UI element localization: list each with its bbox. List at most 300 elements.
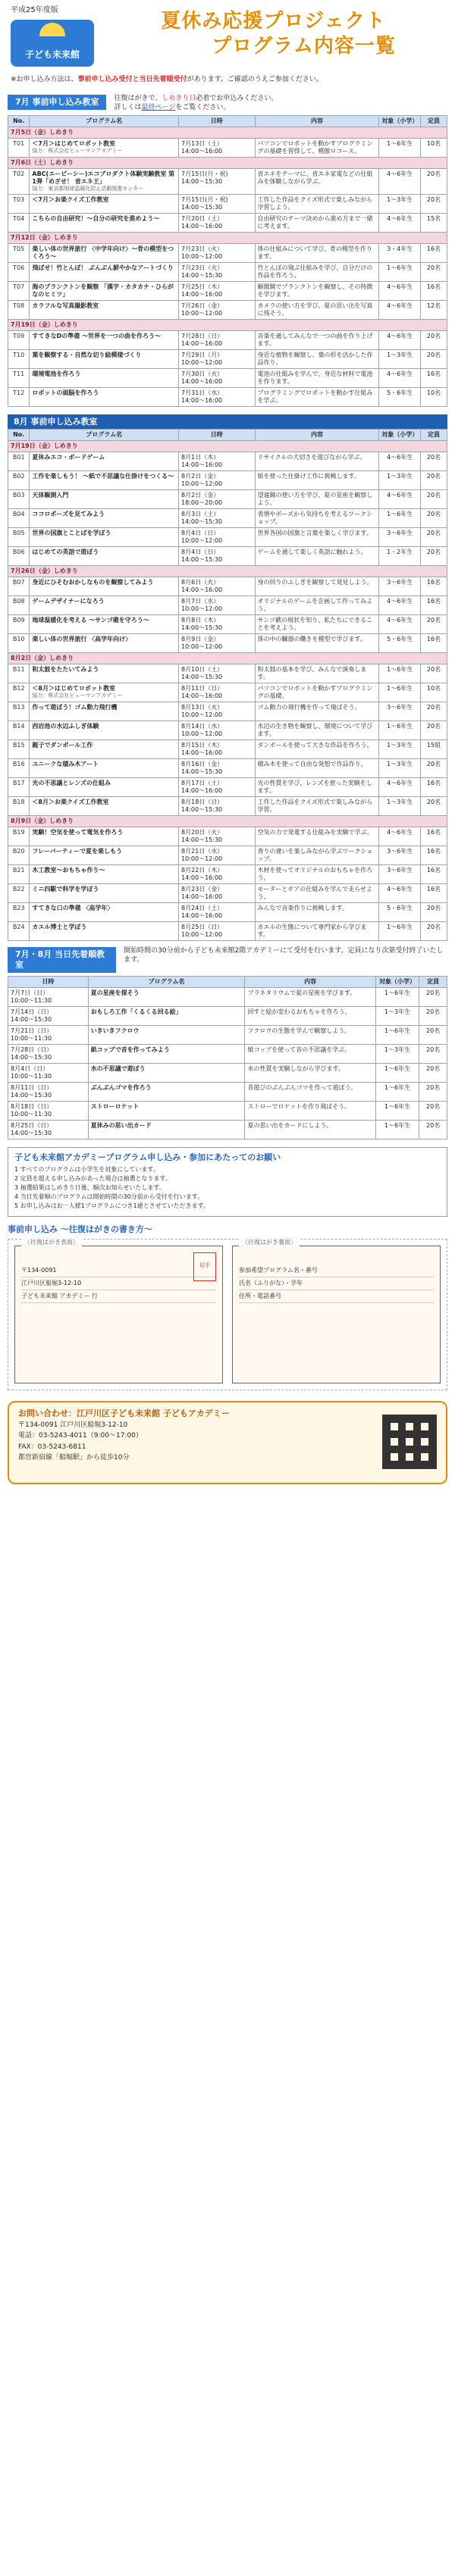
- program-content: 光の性質を学び、レンズを使った実験をします。: [255, 778, 379, 797]
- program-number: B10: [8, 634, 30, 653]
- program-number: B14: [8, 721, 30, 740]
- program-number: B19: [8, 827, 30, 846]
- postcard-line: 江戸川区船堀3-12-10: [21, 1277, 216, 1290]
- program-capacity: 20名: [421, 922, 447, 941]
- postcard-front-label: 〈往復はがき表面〉: [21, 1239, 82, 1246]
- note-item: 3 抽選結果はしめきり日後、順次お知らせいたします。: [14, 1183, 165, 1191]
- program-target: 1〜3年生: [379, 759, 421, 778]
- section-sameday-title: 7月・8月 当日先着順教室: [8, 947, 116, 973]
- program-target: 1〜6年生: [379, 138, 421, 157]
- column-header-target: 対象（小学）: [379, 115, 421, 127]
- notes-title: 子ども未来館アカデミープログラム申し込み・参加にあたってのお願い: [14, 1152, 281, 1162]
- program-number: B05: [8, 528, 30, 547]
- sun-icon: [39, 23, 65, 36]
- deadline-row: [8, 653, 447, 664]
- column-header-capacity: 定員: [421, 430, 447, 441]
- table-row[interactable]: [8, 615, 447, 634]
- program-number: B12: [8, 683, 30, 702]
- program-number: B20: [8, 846, 30, 865]
- program-name-cell: [30, 262, 179, 281]
- program-name: 葉を観察する・自然な切り絵模様づくり: [32, 351, 142, 358]
- program-capacity: 12名: [421, 300, 447, 319]
- table-row[interactable]: [8, 922, 447, 941]
- program-content: みんなで音楽作りに挑戦します。: [255, 903, 379, 922]
- deadline-label: 7月5日（金）しめきり: [8, 127, 447, 138]
- program-content: ゴム動力の飛行機を作って飛ばそう。: [255, 702, 379, 721]
- program-number: T02: [8, 168, 30, 194]
- deadline-row: [8, 157, 447, 168]
- program-name: ぶんぶんゴマを作ろう: [88, 1082, 245, 1101]
- program-name: いきいきフクロウ: [88, 1025, 245, 1044]
- program-name-cell: [30, 721, 179, 740]
- program-capacity: 20名: [419, 1025, 447, 1044]
- contact-tel: 電話：03-5243-4011（9:00〜17:00）: [18, 1432, 143, 1440]
- program-capacity: 15組: [421, 740, 447, 759]
- program-content: プログラミングでロボットを動かす仕組みを学ぶ。: [255, 387, 379, 406]
- program-target: 4〜6年生: [379, 330, 421, 349]
- program-date: 8月15日（木） 14:00〜16:00: [179, 740, 256, 759]
- column-header-target: 対象（小学）: [375, 976, 419, 987]
- program-name-cell: [30, 138, 179, 157]
- program-name: 和太鼓をたたいてみよう: [32, 666, 99, 674]
- program-content: オリジナルのゲームを企画して作ってみよう。: [255, 596, 379, 615]
- program-date: 8月8日（木） 14:00〜15:30: [179, 615, 256, 634]
- program-content: カメラの使い方を学び、夏の思い出を写真に残そう。: [255, 300, 379, 319]
- program-name-cell: [30, 509, 179, 528]
- table-july: [8, 115, 447, 407]
- deadline-row: [8, 441, 447, 452]
- program-name-cell: [30, 865, 179, 884]
- program-number: B13: [8, 702, 30, 721]
- program-capacity: 20名: [421, 349, 447, 368]
- program-name: 世界の国旗とことばを学ぼう: [32, 530, 111, 537]
- table-row[interactable]: [8, 300, 447, 319]
- column-header-content: 内容: [255, 115, 379, 127]
- program-content: 音楽を通してみんなで一つの曲を作り上げます。: [255, 330, 379, 349]
- column-header-name: プログラム名: [30, 115, 179, 127]
- program-name-cell: [30, 596, 179, 615]
- table-row[interactable]: [8, 490, 447, 509]
- table-row[interactable]: [8, 740, 447, 759]
- program-content: ゲームを通して楽しく英語に触れよう。: [255, 547, 379, 566]
- program-target: 1〜6年生: [375, 1025, 419, 1044]
- table-row[interactable]: [8, 1082, 447, 1101]
- program-target: 1〜6年生: [379, 922, 421, 941]
- program-name: ココロポーズを見てみよう: [32, 511, 105, 518]
- program-capacity: 16名: [421, 596, 447, 615]
- table-row[interactable]: [8, 452, 447, 471]
- program-number: T04: [8, 213, 30, 232]
- program-content: リサイクルの大切さを遊びながら学ぶ。: [255, 452, 379, 471]
- program-target: 1〜3年生: [379, 740, 421, 759]
- program-date: 8月24日（土） 14:00〜16:00: [179, 903, 256, 922]
- contact-title: お問い合わせ：江戸川区子ども未来館 子どもアカデミー: [18, 1408, 230, 1419]
- program-capacity: 20名: [419, 1082, 447, 1101]
- note-item: 5 お申し込みはお一人様1プログラムにつき1通とさせていただきます。: [14, 1202, 209, 1209]
- program-number: B24: [8, 922, 30, 941]
- program-capacity: 10名: [421, 387, 447, 406]
- program-capacity: 20名: [419, 1063, 447, 1082]
- program-date: 8月16日（金） 14:00〜15:30: [179, 759, 256, 778]
- column-header-no: No.: [8, 430, 30, 441]
- program-date: 7月7日（日） 10:00〜11:30: [8, 987, 89, 1006]
- program-capacity: 20名: [419, 1120, 447, 1139]
- column-header-content: 内容: [255, 430, 379, 441]
- program-date: 8月17日（土） 14:00〜16:00: [179, 778, 256, 797]
- program-name: 夏休みの思い出カード: [88, 1120, 245, 1139]
- table-header-row: [8, 976, 447, 987]
- program-capacity: 16名: [421, 778, 447, 797]
- program-capacity: 15名: [421, 213, 447, 232]
- program-number: T05: [8, 243, 30, 262]
- program-name: ＜7月＞お楽クイズ工作教室: [32, 195, 109, 203]
- intro-highlight: 事前申し込み受付と当日先着順受付: [77, 76, 187, 83]
- contact-access: 都営新宿線「船堀駅」から徒歩10分: [18, 1453, 130, 1462]
- program-name: ストローロケット: [88, 1101, 245, 1120]
- table-row[interactable]: [8, 827, 447, 846]
- table-row[interactable]: [8, 797, 447, 816]
- program-content: サンゴ礁の現状を知り、私たちにできることを考えよう。: [255, 615, 379, 634]
- postcard-line: 〒134-0091: [21, 1265, 216, 1277]
- program-name-cell: [30, 490, 179, 509]
- table-row[interactable]: [8, 987, 447, 1006]
- program-capacity: 20名: [421, 759, 447, 778]
- stamp-icon: 切手: [193, 1252, 216, 1281]
- program-content: 工作した作品をクイズ形式で楽しみながら学習。: [255, 797, 379, 816]
- program-date: 8月23日（金） 14:00〜16:00: [179, 884, 256, 903]
- page-title-line1: 夏休み応援プロジェクト: [161, 10, 386, 33]
- program-name: ミニ四駆で科学を学ぼう: [32, 886, 99, 893]
- program-date: 8月4日（日） 14:00〜15:30: [179, 547, 256, 566]
- table-row[interactable]: [8, 865, 447, 884]
- program-number: B02: [8, 471, 30, 490]
- program-number: B22: [8, 884, 30, 903]
- table-row[interactable]: [8, 759, 447, 778]
- program-number: T10: [8, 349, 30, 368]
- deadline-row: [8, 566, 447, 577]
- table-row[interactable]: [8, 262, 447, 281]
- program-name-cell: [30, 349, 179, 368]
- program-target: 1〜3年生: [379, 194, 421, 213]
- table-row[interactable]: [8, 194, 447, 213]
- table-row[interactable]: [8, 664, 447, 683]
- program-target: 5・6年生: [379, 387, 421, 406]
- program-date: 8月14日（水） 10:00〜12:00: [179, 721, 256, 740]
- program-name-cell: [30, 827, 179, 846]
- program-name-cell: [30, 702, 179, 721]
- program-number: B01: [8, 452, 30, 471]
- header: [8, 6, 447, 74]
- program-name: はじめての英語で遊ぼう: [32, 549, 99, 556]
- column-header-capacity: 定員: [419, 976, 447, 987]
- program-name: ゲームデザイナーになろう: [32, 598, 105, 605]
- table-row[interactable]: [8, 1063, 447, 1082]
- program-number: B17: [8, 778, 30, 797]
- program-name-cell: [30, 300, 179, 319]
- table-row[interactable]: [8, 213, 447, 232]
- intro-text-2: があります。ご確認のうえご参加ください。: [187, 76, 323, 83]
- program-content: 体の仕組みについて学び、骨の模型を作ります。: [255, 243, 379, 262]
- program-date: 7月28日（日） 14:00〜15:30: [8, 1044, 89, 1063]
- program-number: B07: [8, 577, 30, 596]
- table-row[interactable]: [8, 702, 447, 721]
- program-date: 7月21日（日） 10:00〜11:30: [8, 1025, 89, 1044]
- table-row[interactable]: [8, 1101, 447, 1120]
- program-content: 夏の思い出をカードにしよう。: [245, 1120, 375, 1139]
- deadline-row: [8, 232, 447, 243]
- program-capacity: 20名: [421, 509, 447, 528]
- program-date: 8月11日（日） 14:00〜16:00: [179, 683, 256, 702]
- program-number: T08: [8, 300, 30, 319]
- program-capacity: 20名: [421, 471, 447, 490]
- column-header-date: 日時: [8, 976, 89, 987]
- program-target: 5・6年生: [379, 634, 421, 653]
- table-row[interactable]: [8, 634, 447, 653]
- program-capacity: 20名: [421, 721, 447, 740]
- note-highlight: しめきり日: [162, 95, 196, 103]
- program-number: B23: [8, 903, 30, 922]
- program-capacity: 16名: [421, 634, 447, 653]
- program-target: 1〜6年生: [375, 1082, 419, 1101]
- table-row[interactable]: [8, 168, 447, 194]
- program-name-cell: [30, 797, 179, 816]
- table-row[interactable]: [8, 683, 447, 702]
- table-row[interactable]: [8, 596, 447, 615]
- program-capacity: 16名: [421, 281, 447, 300]
- table-header-row: [8, 430, 447, 441]
- program-name-cell: [30, 547, 179, 566]
- program-capacity: 16名: [421, 243, 447, 262]
- program-capacity: 20名: [421, 490, 447, 509]
- program-content: 水辺の生き物を観察し、環境について学びます。: [255, 721, 379, 740]
- program-content: 水の性質を実験しながら学びます。: [245, 1063, 375, 1082]
- program-name: 天体観測入門: [32, 492, 69, 499]
- program-content: 紙を使った仕掛け工作に挑戦します。: [255, 471, 379, 490]
- program-capacity: 20名: [421, 330, 447, 349]
- program-name: ロボットの頭脳を作ろう: [32, 389, 99, 396]
- table-row[interactable]: [8, 884, 447, 903]
- deadline-label: 7月26日（金）しめきり: [8, 566, 447, 577]
- program-date: 7月30日（火） 14:00〜16:00: [179, 368, 256, 387]
- page-title-line2: プログラム内容一覧: [212, 34, 396, 58]
- program-name: 地球温暖化を考える 〜サンゴ礁を守ろう〜: [32, 617, 149, 624]
- program-target: 1〜6年生: [379, 509, 421, 528]
- program-capacity: 20名: [421, 664, 447, 683]
- program-target: 4〜6年生: [379, 778, 421, 797]
- program-number: B16: [8, 759, 30, 778]
- program-name-cell: [30, 281, 179, 300]
- program-number: T12: [8, 387, 30, 406]
- program-name-cell: [30, 452, 179, 471]
- program-name-cell: [30, 194, 179, 213]
- program-number: B08: [8, 596, 30, 615]
- table-row[interactable]: [8, 577, 447, 596]
- program-target: 4〜6年生: [379, 615, 421, 634]
- program-number: B11: [8, 664, 30, 683]
- program-name: 実験！空気を使って電気を作ろう: [32, 829, 124, 836]
- program-target: 1〜3年生: [379, 471, 421, 490]
- table-row[interactable]: [8, 138, 447, 157]
- program-name-cell: [30, 387, 179, 406]
- postcard-line: 子ども未来館 アカデミー 行: [21, 1290, 216, 1303]
- postcard-lines: [21, 1265, 216, 1303]
- table-row[interactable]: [8, 547, 447, 566]
- intro-text: ※お申し込み方法は、: [11, 76, 78, 83]
- postcard-front: [14, 1239, 223, 1383]
- table-header-row: [8, 115, 447, 127]
- program-content: 望遠鏡の使い方を学び、夏の星座を観察しよう。: [255, 490, 379, 509]
- program-number: B18: [8, 797, 30, 816]
- table-row[interactable]: [8, 471, 447, 490]
- column-header-capacity: 定員: [421, 115, 447, 127]
- program-content: 自由研究のテーマ決めから進め方まで一緒に考えます。: [255, 213, 379, 232]
- program-name-cell: [30, 846, 179, 865]
- program-capacity: 16名: [421, 884, 447, 903]
- program-target: 1〜3年生: [379, 349, 421, 368]
- program-name-cell: [30, 683, 179, 702]
- table-row[interactable]: [8, 243, 447, 262]
- program-capacity: 10名: [421, 683, 447, 702]
- program-date: 8月4日（日） 10:00〜12:00: [179, 528, 256, 547]
- program-number: T06: [8, 262, 30, 281]
- program-content: 身の回りのふしぎを観察して発見しよう。: [255, 577, 379, 596]
- qr-code-icon[interactable]: [382, 1415, 437, 1469]
- program-target: 3〜6年生: [379, 702, 421, 721]
- program-content: モーターとギアの仕組みを学んで走らせよう。: [255, 884, 379, 903]
- program-date: 7月23日（火） 10:00〜12:00: [179, 243, 256, 262]
- program-name: 紙コップで音を作ってみよう: [88, 1044, 245, 1063]
- year-label: 平成25年度版: [11, 6, 58, 14]
- table-row[interactable]: [8, 387, 447, 406]
- program-content: 回すと絵が変わるおもちゃを作ろう。: [245, 1006, 375, 1025]
- program-target: 4〜6年生: [379, 884, 421, 903]
- title-block: [102, 9, 444, 58]
- table-row[interactable]: [8, 846, 447, 865]
- program-name-cell: [30, 778, 179, 797]
- program-target: 1〜6年生: [375, 1063, 419, 1082]
- program-name: ＜8月＞はじめてロボット教室: [32, 685, 115, 692]
- table-row[interactable]: [8, 509, 447, 528]
- program-number: B03: [8, 490, 30, 509]
- program-capacity: 20名: [421, 903, 447, 922]
- table-row[interactable]: [8, 368, 447, 387]
- notes-list: [14, 1166, 441, 1210]
- program-target: 4〜6年生: [379, 596, 421, 615]
- table-row[interactable]: [8, 903, 447, 922]
- column-header-date: 日時: [179, 115, 256, 127]
- table-row[interactable]: [8, 1120, 447, 1139]
- program-target: 1〜6年生: [375, 1120, 419, 1139]
- program-target: 1〜6年生: [379, 664, 421, 683]
- program-date: 8月11日（日） 14:00〜15:30: [8, 1082, 89, 1101]
- program-date: 8月3日（土） 14:00〜15:30: [179, 509, 256, 528]
- program-name: 光の不思議とレンズの仕組み: [32, 780, 111, 787]
- program-date: 7月29日（月） 10:00〜12:00: [179, 349, 256, 368]
- table-row[interactable]: [8, 1006, 447, 1025]
- program-date: 8月4日（日） 10:00〜11:30: [8, 1063, 89, 1082]
- program-content: プラネタリウムで夏の星座を学びます。: [245, 987, 375, 1006]
- program-name: 楽しい体の世界旅行 〈高学年向け〉: [32, 636, 132, 643]
- program-org: 協力：東京都地球温暖化防止活動推進センター: [32, 185, 144, 192]
- program-target: 1〜3年生: [379, 797, 421, 816]
- deadline-label: 8月9日（金）しめきり: [8, 816, 447, 827]
- program-capacity: 20名: [421, 262, 447, 281]
- program-target: 5・6年生: [379, 903, 421, 922]
- postcard-line: 参加希望プログラム名・番号: [239, 1265, 434, 1277]
- section-aug-title-text: 8月 事前申し込み教室: [14, 416, 98, 427]
- table-row[interactable]: [8, 1044, 447, 1063]
- program-target: 1〜6年生: [379, 262, 421, 281]
- program-capacity: 16名: [421, 577, 447, 596]
- table-row[interactable]: [8, 778, 447, 797]
- section-aug-title: [8, 414, 447, 430]
- program-date: 8月10日（土） 14:00〜15:30: [179, 664, 256, 683]
- program-name-cell: [30, 922, 179, 941]
- deadline-row: [8, 127, 447, 138]
- program-name: 親子でダンボール工作: [32, 742, 93, 749]
- program-date: 7月23日（火） 14:00〜15:30: [179, 262, 256, 281]
- program-content: 表情やポーズから気持ちを考えるワークショップ。: [255, 509, 379, 528]
- program-date: 7月26日（金） 10:00〜12:00: [179, 300, 256, 319]
- program-target: 4〜6年生: [379, 213, 421, 232]
- program-content: 空気の力で発電する仕組みを実験で学ぶ。: [255, 827, 379, 846]
- program-content: 和太鼓の基本を学び、みんなで演奏します。: [255, 664, 379, 683]
- table-row[interactable]: [8, 721, 447, 740]
- program-date: 8月20日（火） 14:00〜15:30: [179, 827, 256, 846]
- program-date: 8月13日（火） 10:00〜12:00: [179, 702, 256, 721]
- program-name: 環境電池を作ろう: [32, 370, 81, 377]
- program-number: T11: [8, 368, 30, 387]
- table-row[interactable]: [8, 349, 447, 368]
- program-name: 楽しい体の世界旅行 〈中学年向け〉〜骨の模型をつくろう〜: [32, 245, 174, 260]
- postcard-lines: [239, 1265, 434, 1303]
- program-content: 昔遊びのぶんぶんゴマを作って遊ぼう。: [245, 1082, 375, 1101]
- program-date: 8月7日（水） 10:00〜12:00: [179, 596, 256, 615]
- table-row[interactable]: [8, 330, 447, 349]
- program-target: 3・4年生: [379, 243, 421, 262]
- program-number: B06: [8, 547, 30, 566]
- program-date: 8月25日（日） 10:00〜12:00: [179, 922, 256, 941]
- program-target: 4〜6年生: [379, 827, 421, 846]
- last-page-link[interactable]: 最終ページ: [141, 103, 176, 111]
- program-name-cell: [30, 213, 179, 232]
- program-content: ストローでロケットを作り飛ばそう。: [245, 1101, 375, 1120]
- deadline-row: [8, 816, 447, 827]
- program-date: 7月31日（水） 14:00〜16:00: [179, 387, 256, 406]
- program-number: B21: [8, 865, 30, 884]
- program-name-cell: [30, 615, 179, 634]
- program-content: フクロウの生態を学んで観察しよう。: [245, 1025, 375, 1044]
- program-name: 夏休みエコ・ボードゲーム: [32, 454, 105, 461]
- program-content: ダンボールを使って大きな作品を作ろう。: [255, 740, 379, 759]
- program-capacity: 20名: [421, 194, 447, 213]
- program-content: 身近な植物を観察し、葉の形を活かした作品作り。: [255, 349, 379, 368]
- program-name: ＜8月＞お楽クイズ工作教室: [32, 799, 109, 806]
- program-name: おもしろ工作「くるくる回る絵」: [88, 1006, 245, 1025]
- note-item: 1 すべてのプログラムは小学生を対象にしています。: [14, 1165, 159, 1173]
- program-target: 1〜6年生: [379, 721, 421, 740]
- application-title: 事前申し込み 〜往復はがきの書き方〜: [8, 1224, 152, 1234]
- program-content: 省エネをテーマに、省エネ家電などの仕組みを体験しながら学ぶ。: [255, 168, 379, 194]
- deadline-label: 8月2日（金）しめきり: [8, 653, 447, 664]
- program-content: 積み木を使って自由な発想で作品作り。: [255, 759, 379, 778]
- table-row[interactable]: [8, 528, 447, 547]
- table-row[interactable]: [8, 1025, 447, 1044]
- program-date: 8月6日（火） 14:00〜16:00: [179, 577, 256, 596]
- program-date: 8月18日（日） 10:00〜11:30: [8, 1101, 89, 1120]
- program-target: 4〜6年生: [379, 452, 421, 471]
- table-row[interactable]: [8, 281, 447, 300]
